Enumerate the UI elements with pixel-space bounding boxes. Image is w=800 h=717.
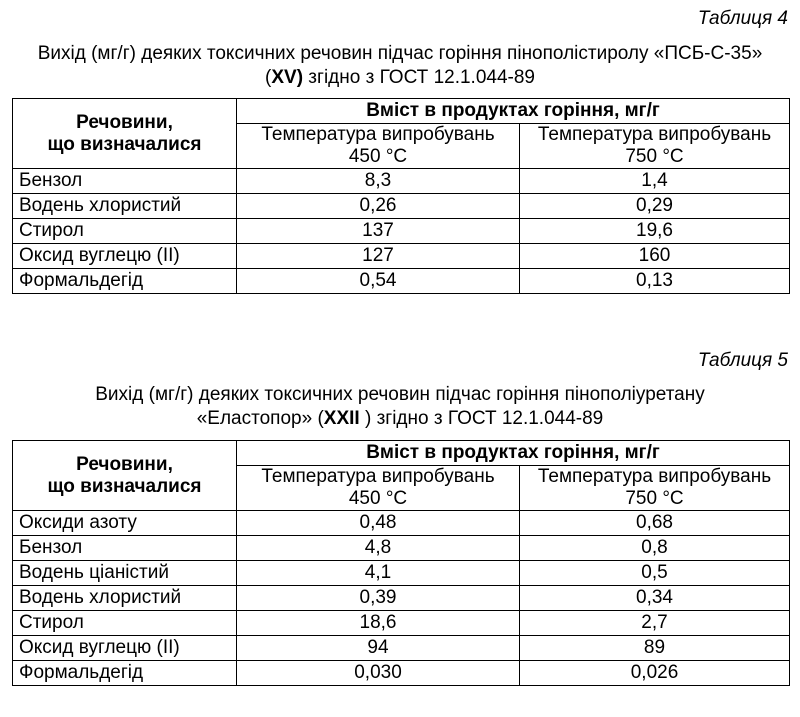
table5 [12, 440, 790, 686]
table5-header-temp-label-750: Температура випробувань [537, 466, 772, 487]
table5-header-substances [13, 441, 237, 511]
table4-row [13, 269, 790, 294]
table4-caption: Таблиця 4 [697, 8, 788, 29]
table4-title-open: ( [265, 67, 272, 88]
value-450-cell: 8,3 [237, 169, 520, 194]
value-450-cell: 4,1 [237, 561, 520, 586]
table4-header-temp450-value: 450 °С [348, 146, 408, 167]
table5-header-temp750 [520, 466, 790, 511]
table5-row [13, 511, 790, 536]
value-450-cell: 0,39 [237, 586, 520, 611]
substance-cell: Формальдегід [13, 269, 237, 294]
table5-row [13, 611, 790, 636]
value-750-cell: 0,8 [520, 536, 790, 561]
substance-cell: Бензол [13, 169, 237, 194]
table4-row [13, 169, 790, 194]
substance-cell: Водень хлористий [13, 586, 237, 611]
substance-cell: Бензол [13, 536, 237, 561]
table4-title-rest: згідно з ГОСТ 12.1.044-89 [303, 67, 535, 88]
value-450-cell: 127 [237, 244, 520, 269]
table5-row [13, 636, 790, 661]
value-750-cell: 0,29 [520, 194, 790, 219]
table5-header-temp450 [237, 466, 520, 511]
value-750-cell: 0,13 [520, 269, 790, 294]
value-450-cell: 18,6 [237, 611, 520, 636]
value-450-cell: 4,8 [237, 536, 520, 561]
table5-row [13, 661, 790, 686]
table4-title-bold: XV) [271, 67, 304, 88]
substance-cell: Водень ціаністий [13, 561, 237, 586]
table5-row [13, 561, 790, 586]
table4-header-temp-label-450: Температура випробувань [261, 124, 495, 145]
table5-header-substances-l1: Речовини, [76, 453, 173, 475]
table5-header-content: Вміст в продуктах горіння, мг/г [237, 441, 790, 466]
table4-header-substances [13, 99, 237, 169]
table5-header-substances-l2: що визначалися [47, 475, 202, 497]
table4-title-line2 [0, 66, 800, 90]
substance-cell: Оксиди азоту [13, 511, 237, 536]
value-750-cell: 0,68 [520, 511, 790, 536]
table5-title-line1: Вихід (мг/г) деяких токсичних речовин підчас горіння пінополіуретану [95, 384, 705, 405]
table5-caption: Таблиця 5 [697, 350, 788, 371]
table4 [12, 98, 790, 294]
substance-cell: Стирол [13, 611, 237, 636]
table5-header-temp-label-450: Температура випробувань [261, 466, 495, 487]
value-750-cell: 0,34 [520, 586, 790, 611]
table4-header-temp450 [237, 124, 520, 169]
table4-header-temp750 [520, 124, 790, 169]
table5-title-rest: ) згідно з ГОСТ 12.1.044-89 [359, 408, 604, 429]
value-750-cell: 0,5 [520, 561, 790, 586]
table4-header-temp750-value: 750 °С [625, 146, 684, 167]
table4-header-content: Вміст в продуктах горіння, мг/г [237, 99, 790, 124]
value-750-cell: 160 [520, 244, 790, 269]
substance-cell: Формальдегід [13, 661, 237, 686]
table5-header-temp750-value: 750 °С [625, 488, 684, 509]
value-750-cell: 1,4 [520, 169, 790, 194]
table5-header-temp450-value: 450 °С [348, 488, 408, 509]
table5-row [13, 536, 790, 561]
value-450-cell: 0,030 [237, 661, 520, 686]
table5-row [13, 586, 790, 611]
value-750-cell: 0,026 [520, 661, 790, 686]
table5-title [0, 383, 800, 431]
table4-header-temp-label-750: Температура випробувань [537, 124, 772, 145]
table4-title-line1: Вихід (мг/г) деяких токсичних речовин підчас горіння пінополістиролу «ПСБ-С-35» [37, 43, 763, 64]
table5-title-pre: «Еластопор» ( [196, 408, 324, 429]
table5-title-bold: XXII [323, 408, 360, 429]
value-450-cell: 94 [237, 636, 520, 661]
value-750-cell: 19,6 [520, 219, 790, 244]
value-450-cell: 0,48 [237, 511, 520, 536]
value-750-cell: 2,7 [520, 611, 790, 636]
table4-title [0, 42, 800, 90]
value-450-cell: 0,26 [237, 194, 520, 219]
table5-title-line2 [0, 407, 800, 431]
value-450-cell: 137 [237, 219, 520, 244]
value-750-cell: 89 [520, 636, 790, 661]
value-450-cell: 0,54 [237, 269, 520, 294]
substance-cell: Оксид вуглецю (II) [13, 636, 237, 661]
table4-row [13, 219, 790, 244]
table4-row [13, 194, 790, 219]
table4-header-substances-l2: що визначалися [47, 133, 202, 155]
substance-cell: Стирол [13, 219, 237, 244]
table4-header-substances-l1: Речовини, [76, 111, 173, 133]
substance-cell: Оксид вуглецю (II) [13, 244, 237, 269]
table4-row [13, 244, 790, 269]
substance-cell: Водень хлористий [13, 194, 237, 219]
